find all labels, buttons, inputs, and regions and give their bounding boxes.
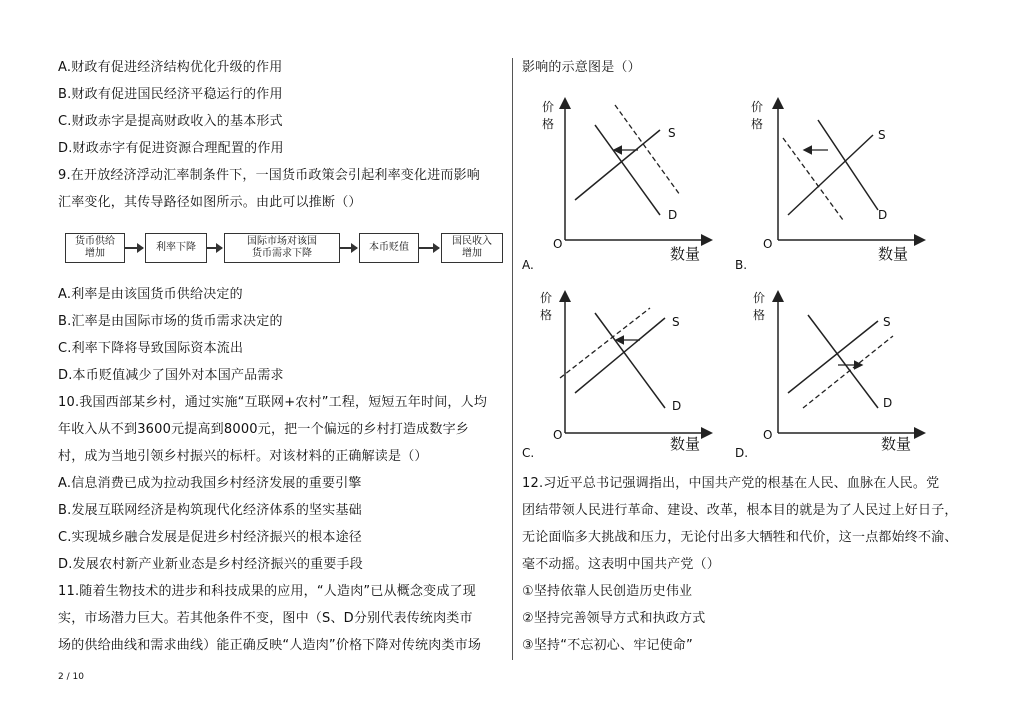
flow-box-money-supply: 货币供给 增加 bbox=[65, 233, 125, 263]
option-label: B. bbox=[735, 258, 748, 272]
page-number: 2 / 10 bbox=[58, 672, 84, 682]
flow-arrow bbox=[125, 247, 143, 249]
q9-option-a: A.利率是由该国货币供给决定的 bbox=[58, 287, 243, 302]
option-label: A. bbox=[522, 258, 534, 272]
origin-label: O bbox=[553, 428, 563, 442]
q11-stem-line2: 实，市场潜力巨大。若其他条件不变，图中（S、D分别代表传统肉类市 bbox=[58, 611, 473, 626]
q10-option-a: A.信息消费已成为拉动我国乡村经济发展的重要引擎 bbox=[58, 476, 362, 491]
q8-option-b: B.财政有促进国民经济平稳运行的作用 bbox=[58, 87, 283, 102]
q11-stem-line1: 11.随着生物技术的进步和科技成果的应用，“人造肉”已从概念变成了现 bbox=[58, 584, 476, 599]
quantity-axis-label: 数量 bbox=[670, 245, 701, 263]
price-axis-label: 价 格 bbox=[540, 291, 553, 322]
supply-curve-label: S bbox=[672, 315, 680, 329]
price-axis-label: 价 格 bbox=[753, 291, 766, 322]
flow-box-currency-demand: 国际市场对该国 货币需求下降 bbox=[224, 233, 340, 263]
column-divider bbox=[512, 58, 513, 660]
demand-curve-label: D bbox=[668, 208, 678, 222]
option-label: D. bbox=[735, 446, 749, 460]
flow-box-depreciation: 本币贬值 bbox=[359, 233, 419, 263]
supply-curve-label: S bbox=[878, 128, 886, 142]
q10-stem-line1: 10.我国西部某乡村，通过实施“互联网+农村”工程，短短五年时间，人均 bbox=[58, 395, 488, 410]
q12-stem-line4: 毫不动摇。这表明中国共产党（） bbox=[522, 557, 721, 572]
supply-curve-label: S bbox=[668, 126, 676, 140]
q9-stem-line1: 9.在开放经济浮动汇率制条件下，一国货币政策会引起利率变化进而影响 bbox=[58, 168, 481, 183]
q9-stem-line2: 汇率变化，其传导路径如图所示。由此可以推断（） bbox=[58, 195, 362, 210]
flow-arrow bbox=[207, 247, 222, 249]
origin-label: O bbox=[553, 237, 563, 251]
flow-box-national-income: 国民收入 增加 bbox=[441, 233, 503, 263]
origin-label: O bbox=[763, 428, 773, 442]
price-axis-label: 价 格 bbox=[751, 100, 764, 131]
q10-option-b: B.发展互联网经济是构筑现代化经济体系的坚实基础 bbox=[58, 503, 362, 518]
graph-option-d bbox=[733, 283, 933, 458]
graph-option-a bbox=[520, 90, 720, 272]
transmission-path-diagram bbox=[65, 233, 505, 265]
graph-option-c bbox=[520, 283, 720, 458]
q8-option-d: D.财政赤字有促进资源合理配置的作用 bbox=[58, 141, 284, 156]
q10-stem-line2: 年收入从不到3600元提高到8000元，把一个偏远的乡村打造成数字乡 bbox=[58, 422, 469, 437]
origin-label: O bbox=[763, 237, 773, 251]
q12-stem-line1: 12.习近平总书记强调指出，中国共产党的根基在人民、血脉在人民。党 bbox=[522, 476, 940, 491]
supply-curve-label: S bbox=[883, 315, 891, 329]
quantity-axis-label: 数量 bbox=[670, 435, 701, 453]
option-label: C. bbox=[522, 446, 535, 460]
q12-stem-line2: 团结带领人民进行革命、建设、改革，根本目的就是为了人民过上好日子， bbox=[522, 503, 958, 518]
q9-option-d: D.本币贬值减少了国外对本国产品需求 bbox=[58, 368, 284, 383]
q12-statement-1: ①坚持依靠人民创造历史伟业 bbox=[522, 584, 693, 599]
price-axis-label: 价 格 bbox=[542, 100, 555, 131]
q11-stem-continued: 影响的示意图是（） bbox=[522, 60, 641, 75]
q8-option-c: C.财政赤字是提高财政收入的基本形式 bbox=[58, 114, 283, 129]
q12-statement-2: ②坚持完善领导方式和执政方式 bbox=[522, 611, 706, 626]
demand-curve-label: D bbox=[883, 396, 893, 410]
q10-option-c: C.实现城乡融合发展是促进乡村经济振兴的根本途径 bbox=[58, 530, 363, 545]
quantity-axis-label: 数量 bbox=[878, 245, 909, 263]
quantity-axis-label: 数量 bbox=[881, 435, 912, 453]
demand-curve-label: D bbox=[672, 399, 682, 413]
flow-arrow bbox=[340, 247, 357, 249]
q12-statement-3: ③坚持“不忘初心、牢记使命” bbox=[522, 638, 693, 653]
q8-option-a: A.财政有促进经济结构优化升级的作用 bbox=[58, 60, 283, 75]
demand-curve-label: D bbox=[878, 208, 888, 222]
graph-option-b bbox=[733, 90, 933, 272]
q10-stem-line3: 村，成为当地引领乡村振兴的标杆。对该材料的正确解读是（） bbox=[58, 449, 428, 464]
flow-arrow bbox=[419, 247, 439, 249]
q9-option-b: B.汇率是由国际市场的货币需求决定的 bbox=[58, 314, 283, 329]
q12-stem-line3: 无论面临多大挑战和压力，无论付出多大牺牲和代价，这一点都始终不渝、 bbox=[522, 530, 958, 545]
flow-box-interest-rate: 利率下降 bbox=[145, 233, 207, 263]
q10-option-d: D.发展农村新产业新业态是乡村经济振兴的重要手段 bbox=[58, 557, 363, 572]
q11-stem-line3: 场的供给曲线和需求曲线）能正确反映“人造肉”价格下降对传统肉类市场 bbox=[58, 638, 482, 653]
q9-option-c: C.利率下降将导致国际资本流出 bbox=[58, 341, 244, 356]
